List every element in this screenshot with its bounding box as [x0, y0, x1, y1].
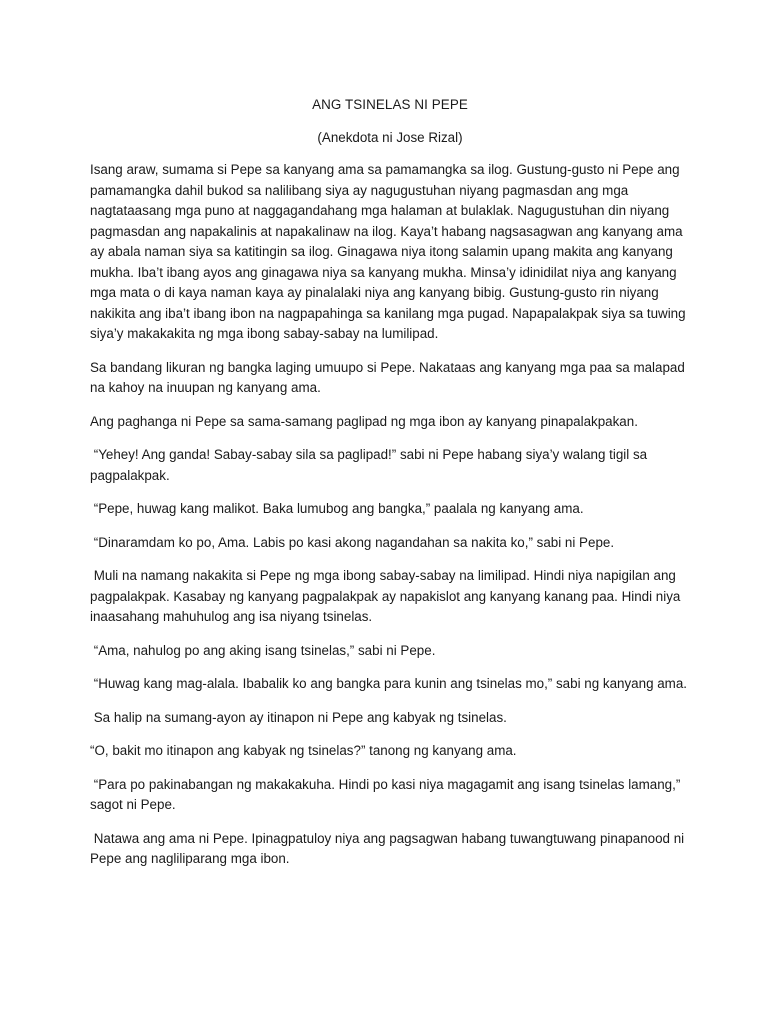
paragraph: “Huwag kang mag-alala. Ibabalik ko ang bangka para kunin ang tsinelas mo,” sabi ng kanyang ama.: [90, 676, 688, 691]
document-title: ANG TSINELAS NI PEPE: [312, 97, 468, 112]
paragraph: “Yehey! Ang ganda! Sabay-sabay sila sa paglipad!” sabi ni Pepe habang siya’y walang tigil sa pagpalakpak.: [90, 447, 651, 483]
paragraph: “Ama, nahulog po ang aking isang tsinelas,” sabi ni Pepe.: [90, 642, 436, 658]
paragraph: “Pepe, huwag kang malikot. Baka lumubog ang bangka,” paalala ng kanyang ama.: [90, 501, 584, 516]
paragraph: “O, bakit mo itinapon ang kabyak ng tsinelas?” tanong ng kanyang ama.: [90, 743, 517, 758]
paragraph: Ang paghanga ni Pepe sa sama-samang paglipad ng mga ibon ay kanyang pinapalakpakan.: [90, 413, 638, 429]
document-body: [90, 95, 690, 883]
paragraph: “Dinaramdam ko po, Ama. Labis po kasi akong nagandahan sa nakita ko,” sabi ni Pepe.: [90, 534, 615, 550]
paragraph: Isang araw, sumama si Pepe sa kanyang ama sa pamamangka sa ilog. Gustung-gusto ni Pepe ang pamamangka dahil bukod sa nalilibang siya ay nagugustuhan niyang pagmasdan ang mga nagtataasang mga puno at naggagandahang mga halaman at bulaklak. Nagugustuhan din niyang pagmasdan ang napakalinis at napakalinaw na ilog. Kaya’t habang nagsasagwan ang kanyang ama ay abala naman siya sa katitingin sa ilog. Ginagawa niya itong salamin upang makita ang kanyang mukha. Iba’t ibang ayos ang ginagawa niya sa kanyang mukha. Minsa’y idinidilat niya ang kanyang mga mata o di kaya naman kaya ay pinalalaki niya ang kanyang bibig. Gustung-gusto rin niyang nakikita ang iba’t ibang ibon na nagpapahinga sa kanilang mga pugad. Napapalakpak siya sa tuwing siya’y makakakita ng mga ibong sabay-sabay na lumilipad.: [90, 162, 690, 341]
paragraph: Muli na namang nakakita si Pepe ng mga ibong sabay-sabay na limilipad. Hindi niya napigilan ang pagpalakpak. Kasabay ng kanyang pagpalakpak ay napakislot ang kanyang kanang paa. Hindi niya inaasahang mahuhulog ang isa niyang tsinelas.: [90, 568, 685, 624]
paragraph: Sa halip na sumang-ayon ay itinapon ni Pepe ang kabyak ng tsinelas.: [90, 709, 507, 725]
paragraph: Sa bandang likuran ng bangka laging umuupo si Pepe. Nakataas ang kanyang mga paa sa malapad na kahoy na inuupan ng kanyang ama.: [90, 359, 689, 395]
document-subtitle: (Anekdota ni Jose Rizal): [317, 129, 463, 145]
paragraph: “Para po pakinabangan ng makakakuha. Hindi po kasi niya magagamit ang isang tsinelas lamang,” sagot ni Pepe.: [90, 776, 685, 812]
paragraph: Natawa ang ama ni Pepe. Ipinagpatuloy niya ang pagsagwan habang tuwangtuwang pinapanood ni Pepe ang nagliliparang mga ibon.: [90, 830, 688, 866]
